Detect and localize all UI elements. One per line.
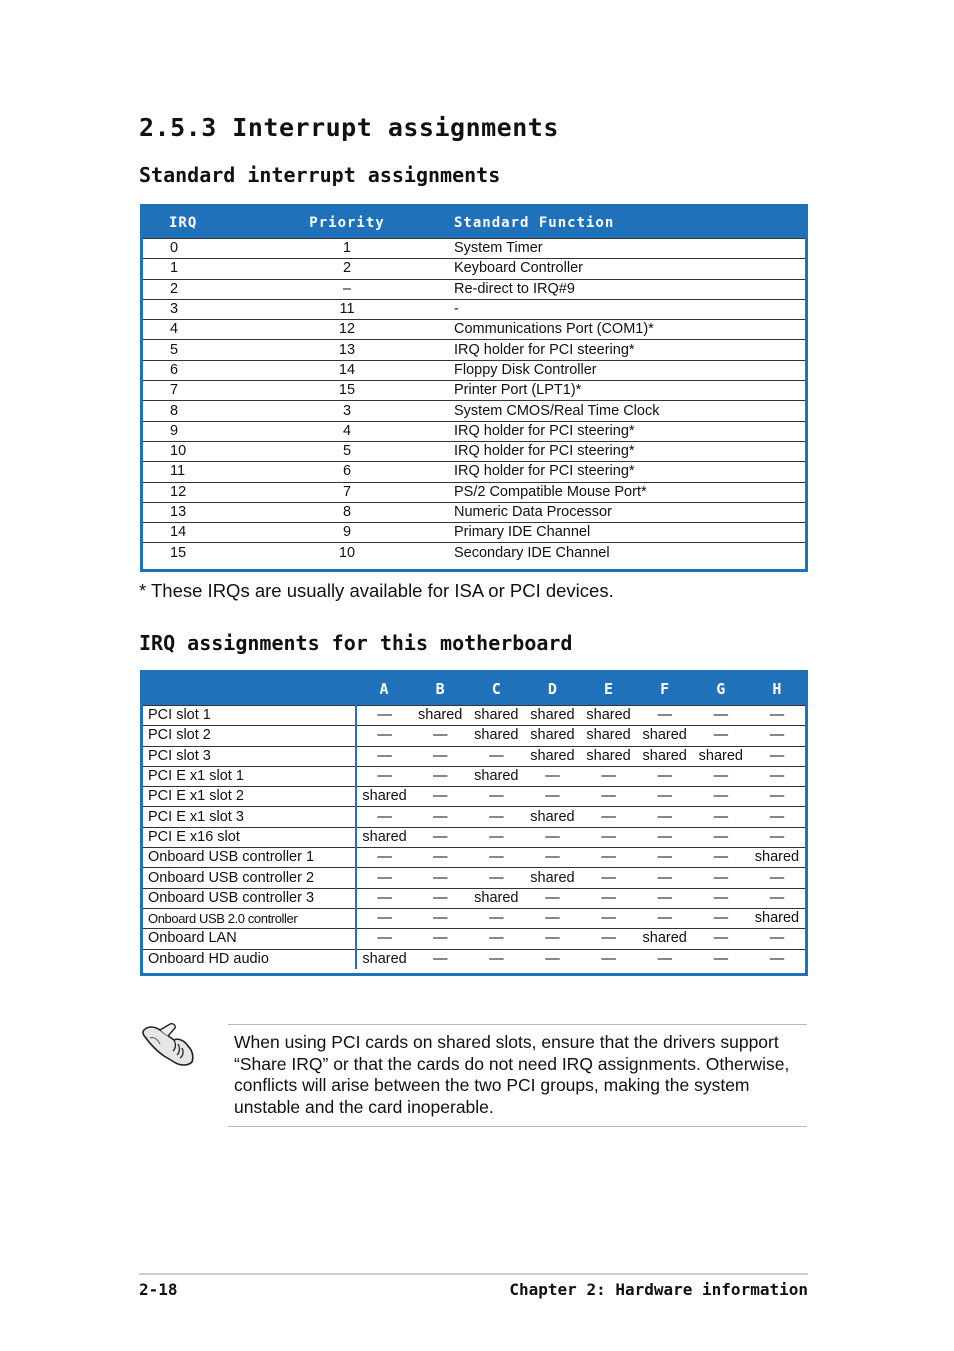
priority-cell: 7 — [266, 482, 428, 502]
table-row — [143, 401, 805, 421]
table-row — [143, 706, 805, 726]
assignment-cell: shared — [693, 746, 749, 766]
assignment-cell: — — [412, 908, 468, 928]
assignment-cell: — — [693, 827, 749, 847]
assignment-cell: shared — [581, 746, 637, 766]
priority-cell: – — [266, 279, 428, 299]
assignment-cell: — — [637, 787, 693, 807]
function-cell: Floppy Disk Controller — [428, 360, 805, 380]
assignment-cell: — — [693, 787, 749, 807]
table-row — [143, 746, 805, 766]
assignment-cell: shared — [524, 726, 580, 746]
device-cell: PCI E x16 slot — [143, 827, 356, 847]
assignment-cell: — — [637, 908, 693, 928]
assignment-cell: shared — [524, 807, 580, 827]
priority-cell: 11 — [266, 299, 428, 319]
priority-cell: 1 — [266, 239, 428, 259]
assignment-cell: shared — [468, 766, 524, 786]
irq-cell: 11 — [143, 462, 266, 482]
table-row — [143, 482, 805, 502]
function-cell: Keyboard Controller — [428, 259, 805, 279]
function-cell: IRQ holder for PCI steering* — [428, 421, 805, 441]
function-cell: PS/2 Compatible Mouse Port* — [428, 482, 805, 502]
assignment-cell: shared — [581, 726, 637, 746]
assignment-cell: — — [412, 929, 468, 949]
device-cell: PCI slot 2 — [143, 726, 356, 746]
assignment-cell: shared — [356, 949, 412, 969]
priority-cell: 15 — [266, 381, 428, 401]
irq-cell: 7 — [143, 381, 266, 401]
table-row — [143, 259, 805, 279]
table-row — [143, 462, 805, 482]
irq-cell: 2 — [143, 279, 266, 299]
assignment-cell: — — [356, 908, 412, 928]
assignment-cell: shared — [749, 908, 805, 928]
function-cell: Primary IDE Channel — [428, 523, 805, 543]
assignment-cell: — — [749, 787, 805, 807]
irq-cell: 1 — [143, 259, 266, 279]
function-cell: IRQ holder for PCI steering* — [428, 441, 805, 461]
header-irq-column: F — [637, 673, 693, 706]
device-cell: PCI E x1 slot 2 — [143, 787, 356, 807]
irq-cell: 8 — [143, 401, 266, 421]
assignment-cell: — — [637, 848, 693, 868]
assignment-cell: shared — [524, 746, 580, 766]
irq-cell: 3 — [143, 299, 266, 319]
irq-cell: 6 — [143, 360, 266, 380]
header-function: Standard Function — [428, 207, 805, 239]
standard-heading: Standard interrupt assignments — [139, 163, 501, 187]
table-row — [143, 929, 805, 949]
assignment-cell: — — [581, 848, 637, 868]
header-priority: Priority — [266, 207, 428, 239]
device-cell: Onboard USB controller 1 — [143, 848, 356, 868]
assignment-cell: — — [749, 868, 805, 888]
assignment-cell: shared — [637, 929, 693, 949]
function-cell: IRQ holder for PCI steering* — [428, 462, 805, 482]
function-cell: Re-direct to IRQ#9 — [428, 279, 805, 299]
header-irq-column: B — [412, 673, 468, 706]
assignment-cell: — — [637, 827, 693, 847]
assignment-cell: — — [749, 807, 805, 827]
assignment-cell: — — [637, 706, 693, 726]
assignment-cell: — — [412, 807, 468, 827]
table-row — [143, 320, 805, 340]
header-irq-column: H — [749, 673, 805, 706]
table-row — [143, 421, 805, 441]
standard-interrupt-table — [140, 204, 808, 572]
table-row — [143, 441, 805, 461]
priority-cell: 9 — [266, 523, 428, 543]
assignment-cell: shared — [637, 746, 693, 766]
assignment-cell: — — [693, 807, 749, 827]
priority-cell: 3 — [266, 401, 428, 421]
assignment-cell: — — [637, 949, 693, 969]
priority-cell: 14 — [266, 360, 428, 380]
priority-cell: 4 — [266, 421, 428, 441]
assignment-cell: — — [468, 827, 524, 847]
assignment-cell: — — [749, 726, 805, 746]
table-row — [143, 299, 805, 319]
assignment-cell: — — [524, 929, 580, 949]
priority-cell: 2 — [266, 259, 428, 279]
function-cell: Communications Port (COM1)* — [428, 320, 805, 340]
assignment-cell: — — [693, 726, 749, 746]
assignment-cell: — — [468, 807, 524, 827]
assignment-cell: — — [693, 706, 749, 726]
function-cell: - — [428, 299, 805, 319]
assignment-cell: — — [524, 766, 580, 786]
header-irq-column: C — [468, 673, 524, 706]
irq-cell: 5 — [143, 340, 266, 360]
assignment-cell: — — [693, 888, 749, 908]
hand-note-icon — [140, 1020, 198, 1068]
assignment-cell: — — [356, 929, 412, 949]
assignment-cell: — — [749, 766, 805, 786]
assignment-cell: — — [468, 929, 524, 949]
table-row — [143, 787, 805, 807]
function-cell: System CMOS/Real Time Clock — [428, 401, 805, 421]
page-number: 2-18 — [139, 1280, 178, 1299]
irq-cell: 10 — [143, 441, 266, 461]
motherboard-irq-table — [140, 670, 808, 976]
irq-cell: 4 — [143, 320, 266, 340]
irq-cell: 14 — [143, 523, 266, 543]
table-row — [143, 523, 805, 543]
table-header-row — [143, 673, 805, 706]
assignment-cell: — — [581, 787, 637, 807]
assignment-cell: shared — [468, 888, 524, 908]
assignment-cell: — — [637, 766, 693, 786]
table-row — [143, 908, 805, 928]
assignment-cell: — — [637, 868, 693, 888]
assignment-cell: — — [749, 827, 805, 847]
assignment-cell: — — [412, 868, 468, 888]
assignment-cell: — — [581, 908, 637, 928]
assignment-cell: shared — [524, 706, 580, 726]
assignment-cell: — — [693, 766, 749, 786]
assignment-cell: shared — [356, 787, 412, 807]
assignment-cell: — — [749, 949, 805, 969]
motherboard-heading: IRQ assignments for this motherboard — [139, 631, 573, 655]
priority-cell: 6 — [266, 462, 428, 482]
assignment-cell: — — [468, 868, 524, 888]
function-cell: Printer Port (LPT1)* — [428, 381, 805, 401]
assignment-cell: shared — [637, 726, 693, 746]
table-row — [143, 888, 805, 908]
assignment-cell: — — [581, 807, 637, 827]
table-row — [143, 279, 805, 299]
assignment-cell: — — [356, 807, 412, 827]
table-row — [143, 949, 805, 969]
footer-divider — [139, 1273, 808, 1275]
assignment-cell: shared — [524, 868, 580, 888]
assignment-cell: — — [356, 746, 412, 766]
assignment-cell: — — [412, 787, 468, 807]
assignment-cell: — — [468, 908, 524, 928]
assignment-cell: — — [468, 848, 524, 868]
assignment-cell: shared — [412, 706, 468, 726]
irq-cell: 9 — [143, 421, 266, 441]
table-row — [143, 381, 805, 401]
priority-cell: 12 — [266, 320, 428, 340]
assignment-cell: — — [749, 888, 805, 908]
device-cell: PCI slot 3 — [143, 746, 356, 766]
table-row — [143, 726, 805, 746]
assignment-cell: — — [412, 766, 468, 786]
table-row — [143, 807, 805, 827]
table-row — [143, 868, 805, 888]
assignment-cell: — — [356, 888, 412, 908]
function-cell: Numeric Data Processor — [428, 502, 805, 522]
assignment-cell: shared — [581, 706, 637, 726]
assignment-cell: — — [524, 888, 580, 908]
device-cell: Onboard LAN — [143, 929, 356, 949]
assignment-cell: — — [412, 827, 468, 847]
table-row — [143, 766, 805, 786]
assignment-cell: — — [468, 746, 524, 766]
assignment-cell: — — [693, 908, 749, 928]
function-cell: IRQ holder for PCI steering* — [428, 340, 805, 360]
assignment-cell: — — [412, 746, 468, 766]
table-row — [143, 239, 805, 259]
assignment-cell: — — [412, 726, 468, 746]
header-irq-column: A — [356, 673, 412, 706]
table-row — [143, 360, 805, 380]
assignment-cell: — — [468, 787, 524, 807]
footnote: * These IRQs are usually available for ISA or PCI devices. — [139, 580, 614, 601]
device-cell: PCI E x1 slot 1 — [143, 766, 356, 786]
function-cell: System Timer — [428, 239, 805, 259]
assignment-cell: — — [581, 929, 637, 949]
assignment-cell: — — [524, 908, 580, 928]
assignment-cell: — — [356, 868, 412, 888]
assignment-cell: — — [693, 848, 749, 868]
table-row — [143, 543, 805, 563]
assignment-cell: — — [524, 827, 580, 847]
header-irq-column: E — [581, 673, 637, 706]
assignment-cell: — — [524, 848, 580, 868]
assignment-cell: — — [412, 949, 468, 969]
assignment-cell: — — [581, 766, 637, 786]
header-irq-column: D — [524, 673, 580, 706]
assignment-cell: — — [581, 868, 637, 888]
device-cell: Onboard USB 2.0 controller — [143, 908, 356, 928]
assignment-cell: — — [693, 868, 749, 888]
note-box — [228, 1024, 807, 1127]
assignment-cell: — — [637, 807, 693, 827]
table-row — [143, 848, 805, 868]
function-cell: Secondary IDE Channel — [428, 543, 805, 563]
assignment-cell: — — [637, 888, 693, 908]
device-cell: Onboard USB controller 2 — [143, 868, 356, 888]
assignment-cell: — — [581, 888, 637, 908]
assignment-cell: — — [356, 726, 412, 746]
irq-cell: 13 — [143, 502, 266, 522]
table-row — [143, 827, 805, 847]
assignment-cell: — — [693, 949, 749, 969]
assignment-cell: — — [356, 848, 412, 868]
assignment-cell: — — [468, 949, 524, 969]
header-irq: IRQ — [143, 207, 266, 239]
device-cell: PCI E x1 slot 3 — [143, 807, 356, 827]
header-device — [143, 673, 356, 706]
table-row — [143, 502, 805, 522]
assignment-cell: — — [356, 706, 412, 726]
section-title: 2.5.3 Interrupt assignments — [139, 113, 559, 142]
assignment-cell: — — [581, 827, 637, 847]
assignment-cell: shared — [468, 706, 524, 726]
irq-cell: 0 — [143, 239, 266, 259]
assignment-cell: — — [524, 949, 580, 969]
irq-cell: 15 — [143, 543, 266, 563]
assignment-cell: — — [412, 888, 468, 908]
assignment-cell: — — [581, 949, 637, 969]
assignment-cell: — — [693, 929, 749, 949]
assignment-cell: — — [356, 766, 412, 786]
assignment-cell: shared — [749, 848, 805, 868]
table-row — [143, 340, 805, 360]
assignment-cell: — — [749, 746, 805, 766]
device-cell: Onboard HD audio — [143, 949, 356, 969]
assignment-cell: — — [749, 706, 805, 726]
priority-cell: 10 — [266, 543, 428, 563]
note-text: When using PCI cards on shared slots, ensure that the drivers support “Share IRQ” or that the cards do not need IRQ assignments. Otherwise, conflicts will arise between the two PCI groups, making the system unstable and the card inoperable. — [234, 1032, 790, 1117]
device-cell: Onboard USB controller 3 — [143, 888, 356, 908]
priority-cell: 13 — [266, 340, 428, 360]
priority-cell: 5 — [266, 441, 428, 461]
assignment-cell: — — [412, 848, 468, 868]
device-cell: PCI slot 1 — [143, 706, 356, 726]
irq-cell: 12 — [143, 482, 266, 502]
assignment-cell: — — [749, 929, 805, 949]
header-irq-column: G — [693, 673, 749, 706]
assignment-cell: shared — [356, 827, 412, 847]
assignment-cell: — — [524, 787, 580, 807]
assignment-cell: shared — [468, 726, 524, 746]
chapter-title: Chapter 2: Hardware information — [509, 1280, 808, 1299]
table-header-row — [143, 207, 805, 239]
priority-cell: 8 — [266, 502, 428, 522]
